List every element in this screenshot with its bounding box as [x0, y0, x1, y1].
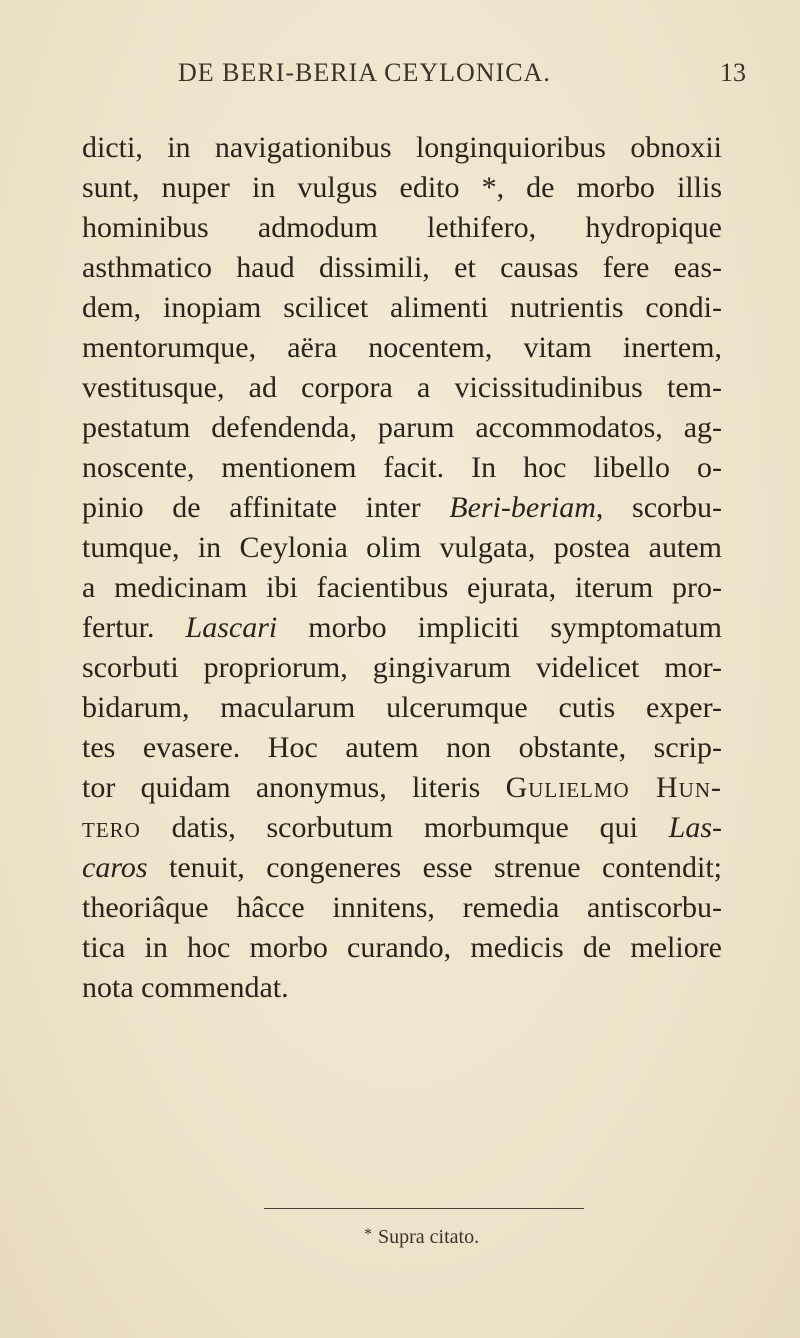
- text-line: theoriâque hâcce innitens, remedia antiscorbu-: [82, 891, 722, 924]
- page-number: 13: [720, 58, 746, 87]
- text-run: tenuit, congeneres esse strenue contendit;: [147, 851, 722, 884]
- text-run: fertur.: [82, 611, 186, 644]
- italic-name: Lascari: [185, 611, 278, 644]
- text-line: scorbuti propriorum, gingivarum videlicet mor-: [82, 651, 722, 684]
- text-line: tica in hoc morbo curando, medicis de meliore: [82, 931, 722, 964]
- text-run: morbo impliciti symptomatum: [277, 611, 722, 644]
- text-line: pestatum defendenda, parum accommodatos, ag-: [82, 411, 722, 444]
- text-line: [82, 608, 722, 648]
- body-text: [82, 128, 722, 1008]
- italic-name: Beri-beriam: [449, 491, 596, 524]
- italic-name: caros: [82, 851, 148, 884]
- text-line: tes evasere. Hoc autem non obstante, scrip-: [82, 731, 722, 764]
- text-line: nota commendat.: [82, 971, 289, 1004]
- text-line: bidarum, macularum ulcerumque cutis exper-: [82, 691, 722, 724]
- text-line: [82, 808, 722, 848]
- text-run: datis, scorbutum morbumque qui: [140, 811, 669, 844]
- footnote: [364, 1226, 479, 1249]
- text-line: [82, 848, 722, 888]
- text-run: , scorbu-: [595, 491, 722, 524]
- text-line: [82, 768, 722, 808]
- small-caps-name: Gulielmo Hun-: [505, 771, 722, 804]
- text-line: vestitusque, ad corpora a vicissitudinibus tem-: [82, 371, 722, 404]
- text-line: noscente, mentionem facit. In hoc libello o-: [82, 451, 722, 484]
- small-caps-name: tero: [82, 811, 141, 844]
- text-line: mentorumque, aëra nocentem, vitam inertem,: [82, 331, 722, 364]
- text-line: sunt, nuper in vulgus edito *, de morbo illis: [82, 171, 722, 204]
- text-run: tor quidam anonymus, literis: [82, 771, 506, 804]
- footnote-rule: [264, 1208, 584, 1209]
- text-line: asthmatico haud dissimili, et causas fere eas-: [82, 251, 722, 284]
- text-line: tumque, in Ceylonia olim vulgata, postea autem: [82, 531, 722, 564]
- footnote-mark: *: [364, 1226, 372, 1243]
- italic-name: Las-: [668, 811, 722, 844]
- text-run: pinio de affinitate inter: [82, 491, 450, 524]
- running-title: DE BERI-BERIA CEYLONICA.: [178, 58, 551, 87]
- text-line: a medicinam ibi facientibus ejurata, iterum pro-: [82, 571, 722, 604]
- text-line: hominibus admodum lethifero, hydropique: [82, 211, 722, 244]
- text-line: [82, 488, 722, 528]
- footnote-text: Supra citato.: [378, 1226, 480, 1248]
- text-line: dem, inopiam scilicet alimenti nutrientis condi-: [82, 291, 722, 324]
- text-line: dicti, in navigationibus longinquioribus obnoxii: [82, 131, 722, 164]
